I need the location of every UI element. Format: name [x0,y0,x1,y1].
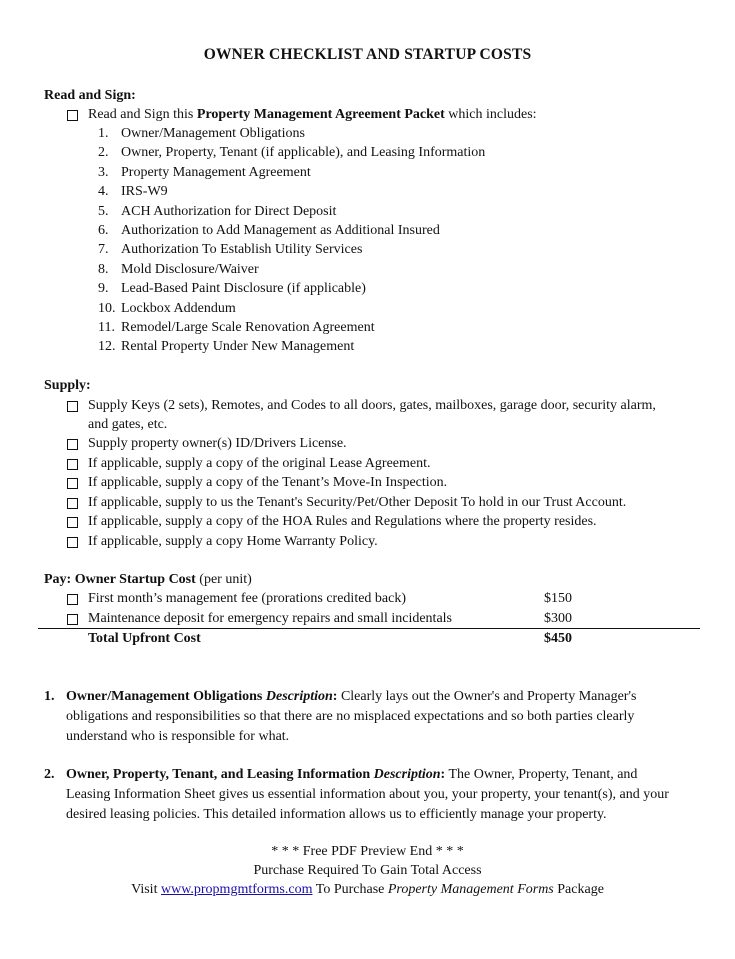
packet-list-item: Mold Disclosure/Waiver [121,261,259,277]
packet-list-item: ACH Authorization for Direct Deposit [121,203,337,219]
read-sign-item [88,106,537,124]
pay-item-label: First month’s management fee (prorations credited back) [88,591,407,606]
packet-list-number: 9. [98,281,109,297]
desc-1-text: Clearly lays out the Owner's and Property Manager's obligations and responsibilities so that there are no misplaced expectations and so both parties clearly understand who is responsible for what. [66,689,637,744]
read-sign-item-suffix: which includes: [444,107,537,122]
desc-2-paragraph [66,765,672,825]
desc-1-paragraph [66,687,672,747]
packet-list-number: 2. [98,145,109,161]
pay-heading [44,571,252,589]
packet-list-item: Property Management Agreement [121,164,311,180]
desc-1-number: 1. [44,689,55,704]
visit-line [0,880,735,899]
desc-2-number: 2. [44,767,55,782]
packet-list-number: 6. [98,223,109,238]
preview-end-notice: * * * Free PDF Preview End * * * [271,844,464,859]
website-link[interactable]: www.propmgmtforms.com [160,882,313,897]
read-sign-heading: Read and Sign: [44,88,136,103]
total-amount: $450 [544,631,572,646]
read-sign-item-bold: Property Management Agreement Packet [196,107,445,122]
desc-2-title: Owner, Property, Tenant, and Leasing Information [66,767,374,782]
supply-item: If applicable, supply a copy of the Tenant’s Move-In Inspection. [88,475,448,490]
pay-checkbox[interactable] [67,594,78,605]
purchase-notice: Purchase Required To Gain Total Access [253,863,482,878]
checkbox-read-sign[interactable] [67,110,78,121]
desc-2-colon: : [440,767,446,782]
desc-1-label: Description [265,689,333,704]
packet-list-item: Authorization To Establish Utility Services [121,242,363,258]
packet-list-number: 8. [98,261,109,277]
packet-list-item: Owner, Property, Tenant (if applicable), and Leasing Information [121,145,486,161]
pay-heading-bold: Pay: Owner Startup Cost [44,572,196,587]
supply-checkbox[interactable] [67,401,78,412]
supply-item-continuation: and gates, etc. [88,417,168,432]
packet-list-number: 12. [98,339,116,355]
visit-mid: To Purchase [312,882,388,897]
supply-item: If applicable, supply a copy of the HOA Rules and Regulations where the property resides. [88,514,597,529]
packet-list-item: IRS-W9 [121,184,168,200]
desc-2-text: The Owner, Property, Tenant, and Leasing Information Sheet gives us essential information about you, your property, your tenant(s), and your desired leasing policies. This detailed information allows us to efficiently manage your property. [66,767,669,822]
pay-heading-unit: (per unit) [195,572,252,587]
packet-list-number: 7. [98,242,109,258]
supply-item: Supply Keys (2 sets), Remotes, and Codes to all doors, gates, mailboxes, garage door, security alarm, [88,398,656,413]
packet-list-item: Lead-Based Paint Disclosure (if applicable) [121,281,366,297]
pay-item-amount: $300 [544,611,572,626]
packet-list-number: 5. [98,203,109,219]
packet-list-number: 10. [98,300,116,316]
supply-checkbox[interactable] [67,517,78,528]
visit-prefix: Visit [131,882,161,897]
packet-list-item: Authorization to Add Management as Additional Insured [121,223,440,238]
supply-heading: Supply: [44,378,91,393]
read-sign-item-prefix: Read and Sign this [88,107,197,122]
supply-item: Supply property owner(s) ID/Drivers License. [88,436,347,451]
packet-list-item: Remodel/Large Scale Renovation Agreement [121,320,375,335]
packet-list-number: 4. [98,184,109,200]
pay-item-label: Maintenance deposit for emergency repairs and small incidentals [88,611,452,626]
supply-checkbox[interactable] [67,537,78,548]
packet-list-number: 1. [98,126,109,141]
packet-list-number: 11. [98,320,115,335]
desc-1-colon: : [332,689,338,704]
packet-list-item: Rental Property Under New Management [121,339,355,355]
pay-item-amount: $150 [544,591,572,606]
visit-suffix: Package [553,882,604,897]
supply-checkbox[interactable] [67,478,78,489]
packet-list-item: Lockbox Addendum [121,300,236,316]
pay-checkbox[interactable] [67,614,78,625]
packet-list-item: Owner/Management Obligations [121,126,305,141]
document-title: OWNER CHECKLIST AND STARTUP COSTS [203,46,532,63]
desc-1-title: Owner/Management Obligations [66,689,266,704]
supply-checkbox[interactable] [67,498,78,509]
supply-checkbox[interactable] [67,459,78,470]
packet-list-number: 3. [98,164,109,180]
supply-item: If applicable, supply a copy Home Warranty Policy. [88,534,378,549]
package-name: Property Management Forms [387,882,554,897]
total-divider [38,628,700,629]
supply-checkbox[interactable] [67,439,78,450]
supply-item: If applicable, supply to us the Tenant's Security/Pet/Other Deposit To hold in our Trust Account. [88,495,627,510]
supply-item: If applicable, supply a copy of the original Lease Agreement. [88,456,431,471]
total-label: Total Upfront Cost [88,631,201,646]
desc-2-label: Description [373,767,441,782]
